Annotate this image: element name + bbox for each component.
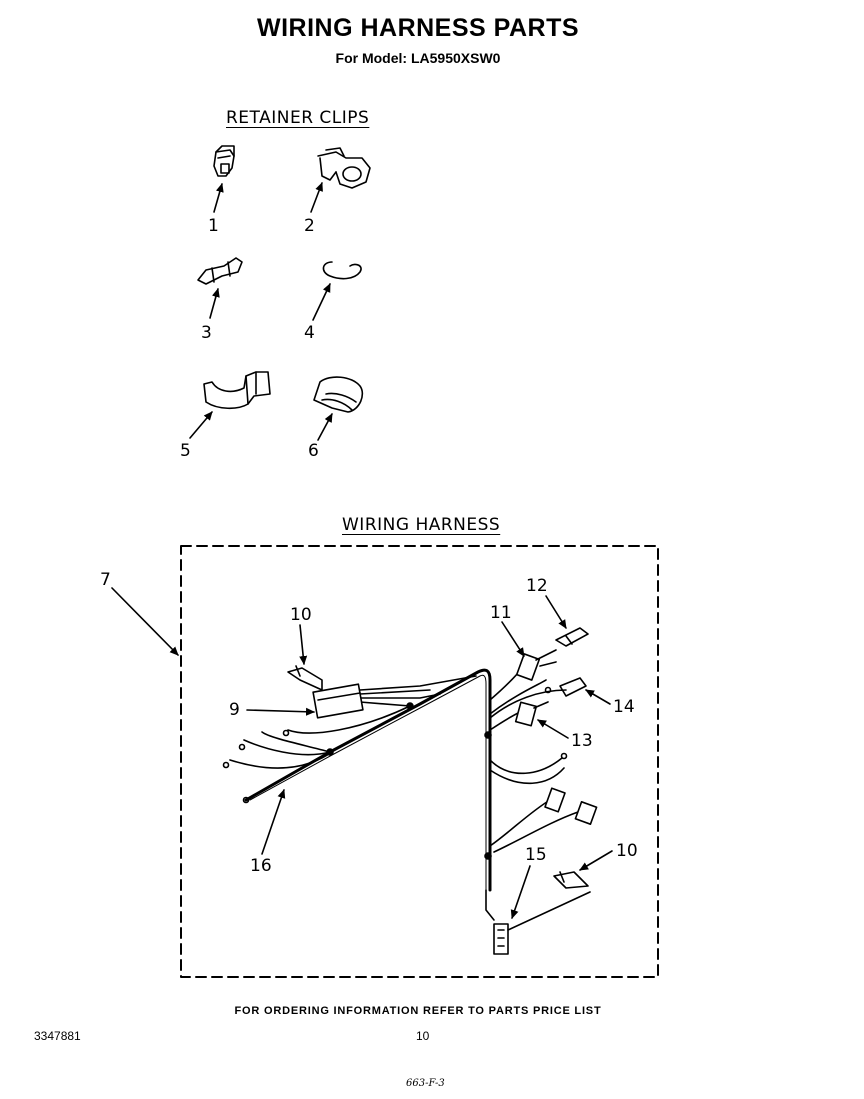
callout-12: 12	[526, 576, 548, 596]
callout-11: 11	[490, 603, 512, 623]
leader-7	[112, 588, 178, 655]
leader-9	[247, 710, 314, 712]
leader-14	[586, 690, 610, 704]
leader-1	[214, 184, 222, 212]
leader-16	[262, 790, 284, 854]
callout-1: 1	[208, 216, 219, 236]
page-number: 10	[416, 1029, 430, 1043]
leader-3	[210, 289, 218, 318]
retainer-clip-2-icon	[318, 148, 370, 188]
callout-15: 15	[525, 845, 547, 865]
leader-12	[546, 596, 566, 628]
callout-14: 14	[613, 697, 635, 717]
harness-boundary-box	[181, 546, 658, 977]
document-number: 3347881	[34, 1029, 81, 1043]
retainer-clip-1-icon	[214, 146, 234, 176]
callout-5: 5	[180, 441, 191, 461]
callout-7: 7	[100, 570, 111, 590]
ordering-note: FOR ORDERING INFORMATION REFER TO PARTS PRICE LIST	[234, 1005, 602, 1017]
retainer-clips-heading: RETAINER CLIPS	[226, 108, 370, 128]
leader-10-top	[300, 625, 304, 664]
leader-13	[538, 720, 568, 738]
leader-4	[313, 284, 330, 320]
model-subtitle: For Model: LA5950XSW0	[335, 50, 501, 66]
callout-16: 16	[250, 856, 272, 876]
callout-2: 2	[304, 216, 315, 236]
callout-10-top: 10	[290, 605, 312, 625]
page-title: WIRING HARNESS PARTS	[256, 14, 580, 42]
callout-13: 13	[571, 731, 593, 751]
leader-10-bottom	[580, 851, 612, 870]
retainer-clip-3-icon	[198, 258, 242, 284]
retainer-clip-5-icon	[204, 372, 270, 408]
leader-2	[311, 183, 322, 212]
handwritten-code: 663-F-3	[406, 1078, 445, 1089]
callout-9: 9	[229, 700, 240, 720]
retainer-clip-6-icon	[314, 377, 362, 412]
callout-3: 3	[201, 323, 212, 343]
callout-6: 6	[308, 441, 319, 461]
leader-15	[512, 866, 530, 918]
callout-4: 4	[304, 323, 315, 343]
leader-11	[502, 622, 524, 656]
wiring-harness-icon	[224, 628, 597, 954]
retainer-clip-4-icon	[323, 262, 361, 279]
leader-6	[318, 414, 332, 440]
wiring-harness-heading: WIRING HARNESS	[342, 515, 501, 535]
leader-5	[190, 412, 212, 438]
callout-10-bottom: 10	[616, 841, 638, 861]
